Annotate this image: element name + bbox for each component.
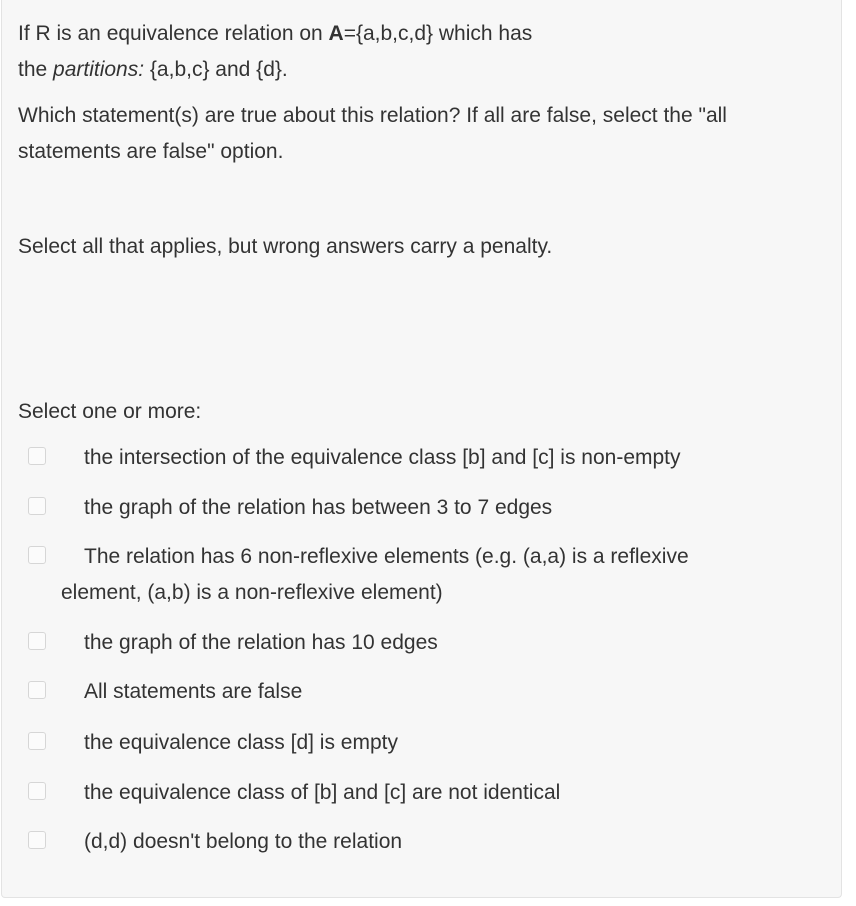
set-name: A bbox=[328, 22, 344, 45]
option-4-label[interactable]: All statements are false bbox=[84, 680, 303, 703]
option-0[interactable] bbox=[24, 440, 824, 474]
question-line-2-prefix: the bbox=[18, 58, 54, 81]
instructions-text: Select all that applies, but wrong answers carry a penalty. bbox=[18, 235, 553, 258]
option-5-checkbox[interactable] bbox=[28, 732, 46, 750]
option-3-checkbox[interactable] bbox=[28, 632, 46, 650]
question-line-1 bbox=[18, 16, 532, 52]
option-0-checkbox[interactable] bbox=[28, 447, 46, 465]
question-line-3: Which statement(s) are true about this relation? If all are false, select the "all bbox=[18, 104, 727, 127]
option-3-label[interactable]: the graph of the relation has 10 edges bbox=[84, 631, 438, 654]
question-line-1-prefix: If R is an equivalence relation on bbox=[18, 22, 329, 45]
question-line-2-suffix: {a,b,c} and {d}. bbox=[144, 58, 288, 81]
option-5[interactable] bbox=[24, 725, 824, 759]
question-line-2 bbox=[18, 52, 288, 88]
option-4[interactable] bbox=[24, 674, 824, 708]
option-2[interactable] bbox=[24, 539, 824, 611]
option-0-label[interactable]: the intersection of the equivalence class [b] and [c] is non-empty bbox=[84, 446, 681, 469]
question-panel bbox=[1, 0, 842, 898]
option-7-label[interactable]: (d,d) doesn't belong to the relation bbox=[84, 830, 403, 853]
select-prompt: Select one or more: bbox=[18, 400, 202, 423]
option-3[interactable] bbox=[24, 625, 824, 659]
question-line-4: statements are false" option. bbox=[18, 140, 284, 163]
option-4-checkbox[interactable] bbox=[28, 681, 46, 699]
option-2-checkbox[interactable] bbox=[28, 546, 46, 564]
question-line-1-suffix: ={a,b,c,d} which has bbox=[343, 22, 533, 45]
option-6[interactable] bbox=[24, 775, 824, 809]
option-2-label-continued[interactable]: element, (a,b) is a non-reflexive element) bbox=[61, 581, 443, 604]
option-2-label[interactable]: The relation has 6 non-reflexive elements (e.g. (a,a) is a reflexive bbox=[84, 545, 689, 568]
option-1-label[interactable]: the graph of the relation has between 3 to 7 edges bbox=[84, 496, 553, 519]
option-6-checkbox[interactable] bbox=[28, 782, 46, 800]
option-1-checkbox[interactable] bbox=[28, 497, 46, 515]
option-7-checkbox[interactable] bbox=[28, 831, 46, 849]
option-6-label[interactable]: the equivalence class of [b] and [c] are not identical bbox=[84, 781, 561, 804]
option-1[interactable] bbox=[24, 490, 824, 524]
option-5-label[interactable]: the equivalence class [d] is empty bbox=[84, 731, 398, 754]
partitions-term: partitions: bbox=[53, 58, 145, 81]
option-7[interactable] bbox=[24, 824, 824, 858]
